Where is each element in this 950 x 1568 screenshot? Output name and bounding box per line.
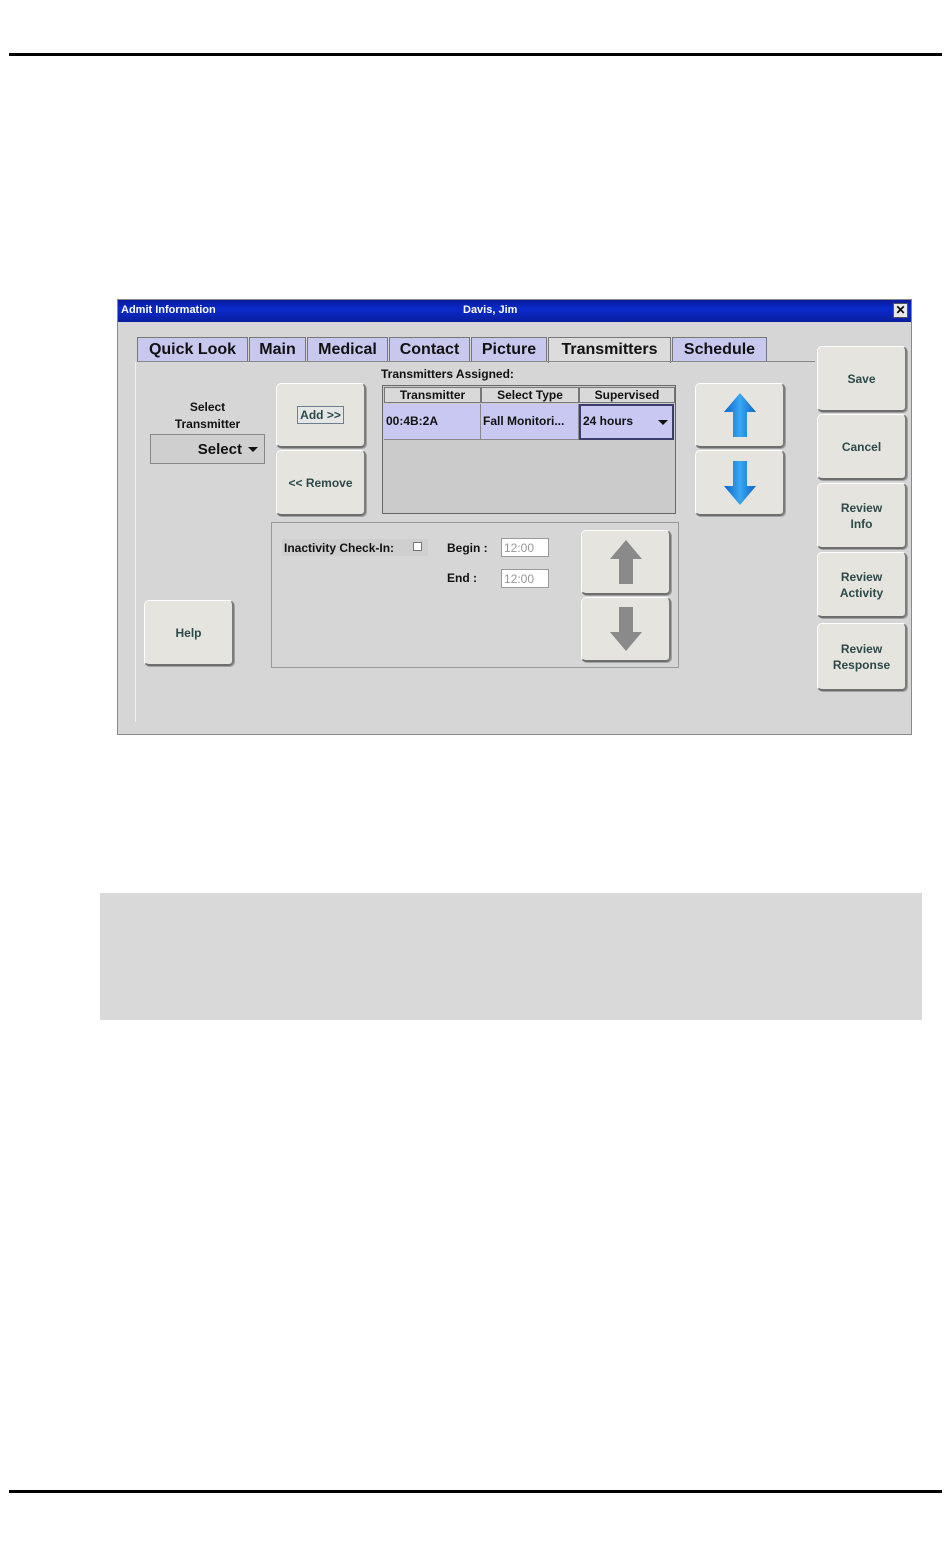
- end-label: End :: [447, 571, 477, 585]
- review-activity-button[interactable]: [817, 552, 907, 618]
- review-response-button[interactable]: [817, 623, 907, 691]
- inactivity-check-in-label: Inactivity Check-In:: [282, 539, 428, 556]
- tab-transmitters[interactable]: Transmitters: [548, 337, 671, 363]
- page-top-rule: [9, 53, 942, 56]
- supervised-value: 24 hours: [583, 414, 634, 428]
- tab-medical[interactable]: Medical: [307, 337, 388, 362]
- save-button[interactable]: Save: [817, 346, 907, 412]
- tab-panel-left-border: [135, 362, 136, 722]
- tab-main[interactable]: Main: [249, 337, 306, 362]
- note-box: [100, 893, 922, 1020]
- admit-information-dialog: [117, 299, 912, 735]
- tab-contact[interactable]: Contact: [389, 337, 470, 362]
- end-time-input[interactable]: 12:00: [501, 569, 549, 588]
- tab-quick-look[interactable]: Quick Look: [137, 337, 248, 362]
- cell-transmitter[interactable]: 00:4B:2A: [384, 404, 481, 440]
- chevron-down-icon: [658, 420, 668, 425]
- page-bottom-rule: [9, 1490, 942, 1493]
- move-down-button[interactable]: [695, 450, 785, 516]
- tab-picture[interactable]: Picture: [471, 337, 547, 362]
- transmitters-table: [382, 385, 676, 514]
- select-transmitter-label-1: Select: [189, 400, 226, 414]
- review-info-label-2: Info: [850, 516, 873, 531]
- supervised-dropdown[interactable]: [579, 404, 674, 440]
- review-info-label-1: Review: [840, 500, 883, 515]
- select-transmitter-label-2: Transmitter: [174, 417, 241, 431]
- review-response-label-1: Review: [840, 641, 883, 656]
- column-header-select-type[interactable]: Select Type: [481, 387, 579, 403]
- remove-button[interactable]: << Remove: [276, 450, 366, 516]
- begin-time-input[interactable]: 12:00: [501, 538, 549, 557]
- help-button[interactable]: Help: [144, 600, 234, 666]
- inactivity-up-button[interactable]: [581, 530, 671, 595]
- resident-name: Davis, Jim: [463, 304, 518, 316]
- column-header-transmitter[interactable]: Transmitter: [384, 387, 481, 403]
- chevron-down-icon: [248, 447, 258, 452]
- tab-schedule[interactable]: Schedule: [672, 337, 767, 362]
- window-title: Admit Information: [121, 304, 216, 316]
- review-response-label-2: Response: [832, 657, 891, 672]
- tab-underline: [137, 361, 815, 362]
- cell-select-type[interactable]: Fall Monitori...: [481, 404, 579, 440]
- begin-label: Begin :: [447, 541, 488, 555]
- inactivity-check-in-checkbox[interactable]: [413, 542, 422, 551]
- title-bar: [118, 300, 911, 322]
- inactivity-down-button[interactable]: [581, 597, 671, 662]
- add-button[interactable]: [276, 383, 366, 448]
- arrow-down-icon: [609, 606, 643, 652]
- column-header-supervised[interactable]: Supervised: [579, 387, 675, 403]
- add-button-label: Add >>: [297, 406, 344, 424]
- arrow-down-icon: [723, 460, 757, 506]
- review-info-button[interactable]: [817, 483, 907, 549]
- move-up-button[interactable]: [695, 383, 785, 448]
- arrow-up-icon: [723, 392, 757, 438]
- arrow-up-icon: [609, 539, 643, 585]
- transmitters-assigned-caption: Transmitters Assigned:: [381, 367, 514, 381]
- select-transmitter-value: Select: [197, 441, 242, 458]
- select-transmitter-dropdown[interactable]: [150, 434, 265, 464]
- close-icon[interactable]: ✕: [893, 303, 908, 318]
- review-activity-label-1: Review: [840, 569, 883, 584]
- review-activity-label-2: Activity: [839, 585, 884, 600]
- cancel-button[interactable]: Cancel: [817, 414, 907, 480]
